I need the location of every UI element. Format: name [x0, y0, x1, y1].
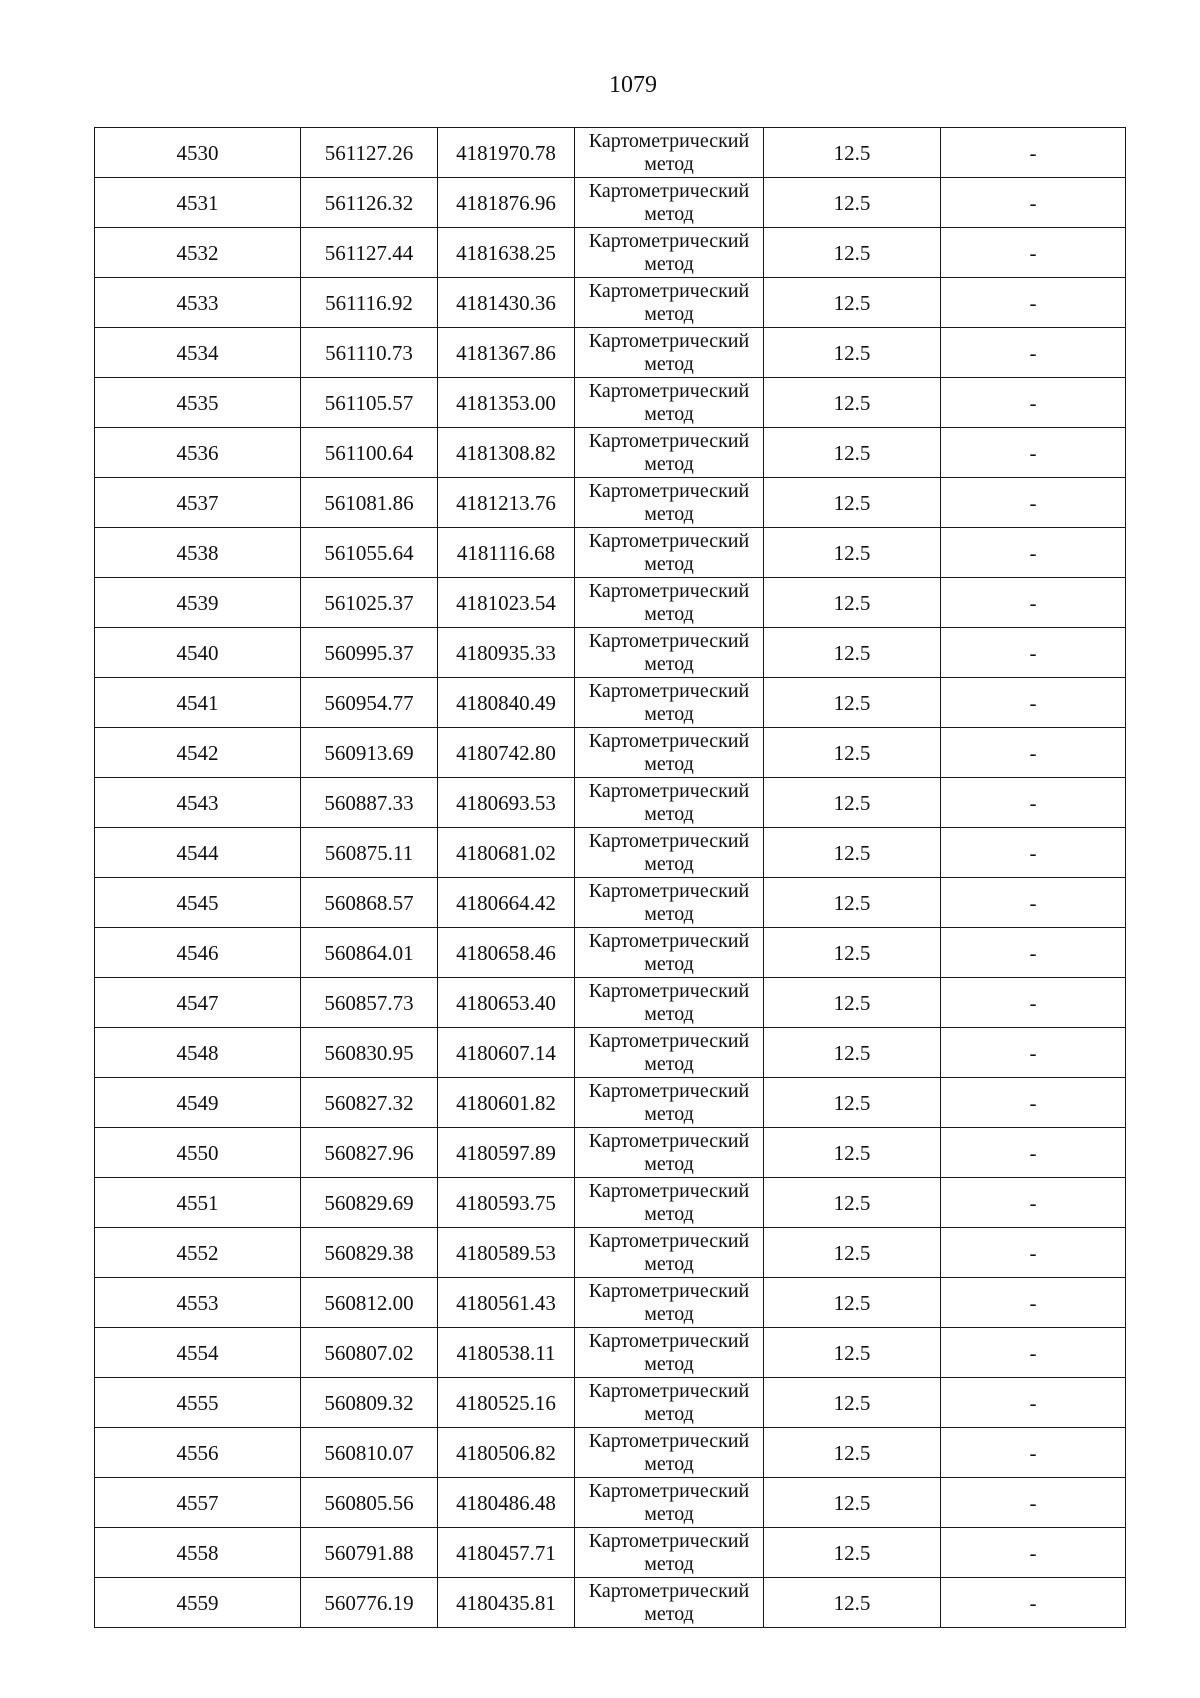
method-label-line1: Картометрический [588, 529, 750, 552]
point-number-cell: 4552 [95, 1228, 301, 1278]
x-coordinate-cell: 560829.69 [301, 1178, 438, 1228]
point-number-cell: 4543 [95, 778, 301, 828]
table-row [95, 228, 1126, 278]
note-cell: - [941, 1478, 1126, 1528]
note-cell: - [941, 578, 1126, 628]
method-label-line1: Картометрический [588, 179, 750, 202]
method-label-line2: метод [644, 1152, 694, 1175]
method-label-line1: Картометрический [588, 879, 750, 902]
point-number-cell: 4548 [95, 1028, 301, 1078]
method-label-line2: метод [644, 452, 694, 475]
x-coordinate-cell: 560887.33 [301, 778, 438, 828]
method-cell [575, 1378, 764, 1428]
x-coordinate-cell: 560830.95 [301, 1028, 438, 1078]
note-cell: - [941, 678, 1126, 728]
x-coordinate-cell: 560868.57 [301, 878, 438, 928]
point-number-cell: 4545 [95, 878, 301, 928]
accuracy-cell: 12.5 [764, 628, 941, 678]
method-cell [575, 328, 764, 378]
note-cell: - [941, 428, 1126, 478]
method-cell [575, 1428, 764, 1478]
method-label-line2: метод [644, 152, 694, 175]
accuracy-cell: 12.5 [764, 178, 941, 228]
method-label-line1: Картометрический [588, 729, 750, 752]
table-row [95, 1128, 1126, 1178]
table-row [95, 1528, 1126, 1578]
y-coordinate-cell: 4180538.11 [438, 1328, 575, 1378]
method-label-line2: метод [644, 1402, 694, 1425]
method-cell [575, 628, 764, 678]
method-cell [575, 1328, 764, 1378]
method-label-line1: Картометрический [588, 579, 750, 602]
method-label-line1: Картометрический [588, 1129, 750, 1152]
y-coordinate-cell: 4181638.25 [438, 228, 575, 278]
method-label-line1: Картометрический [588, 1529, 750, 1552]
method-label-line1: Картометрический [588, 429, 750, 452]
x-coordinate-cell: 560827.96 [301, 1128, 438, 1178]
note-cell: - [941, 228, 1126, 278]
accuracy-cell: 12.5 [764, 1078, 941, 1128]
point-number-cell: 4532 [95, 228, 301, 278]
point-number-cell: 4555 [95, 1378, 301, 1428]
accuracy-cell: 12.5 [764, 128, 941, 178]
accuracy-cell: 12.5 [764, 378, 941, 428]
method-label-line2: метод [644, 402, 694, 425]
accuracy-cell: 12.5 [764, 1178, 941, 1228]
note-cell: - [941, 628, 1126, 678]
y-coordinate-cell: 4180840.49 [438, 678, 575, 728]
table-row [95, 428, 1126, 478]
x-coordinate-cell: 560776.19 [301, 1578, 438, 1628]
point-number-cell: 4530 [95, 128, 301, 178]
y-coordinate-cell: 4181430.36 [438, 278, 575, 328]
note-cell: - [941, 1228, 1126, 1278]
method-label-line2: метод [644, 1002, 694, 1025]
accuracy-cell: 12.5 [764, 1228, 941, 1278]
method-label-line2: метод [644, 1302, 694, 1325]
y-coordinate-cell: 4180457.71 [438, 1528, 575, 1578]
method-label-line2: метод [644, 902, 694, 925]
table-row [95, 578, 1126, 628]
method-cell [575, 478, 764, 528]
x-coordinate-cell: 561025.37 [301, 578, 438, 628]
accuracy-cell: 12.5 [764, 678, 941, 728]
accuracy-cell: 12.5 [764, 328, 941, 378]
coordinates-table [94, 127, 1126, 1628]
method-label-line1: Картометрический [588, 779, 750, 802]
accuracy-cell: 12.5 [764, 1028, 941, 1078]
table-row [95, 1078, 1126, 1128]
method-cell [575, 728, 764, 778]
accuracy-cell: 12.5 [764, 1278, 941, 1328]
point-number-cell: 4556 [95, 1428, 301, 1478]
method-label-line2: метод [644, 602, 694, 625]
method-label-line2: метод [644, 1552, 694, 1575]
accuracy-cell: 12.5 [764, 1428, 941, 1478]
note-cell: - [941, 1578, 1126, 1628]
method-cell [575, 228, 764, 278]
method-cell [575, 278, 764, 328]
y-coordinate-cell: 4181023.54 [438, 578, 575, 628]
method-label-line2: метод [644, 1202, 694, 1225]
accuracy-cell: 12.5 [764, 728, 941, 778]
method-label-line2: метод [644, 1352, 694, 1375]
x-coordinate-cell: 560809.32 [301, 1378, 438, 1428]
method-label-line1: Картометрический [588, 1429, 750, 1452]
accuracy-cell: 12.5 [764, 528, 941, 578]
x-coordinate-cell: 561126.32 [301, 178, 438, 228]
y-coordinate-cell: 4180525.16 [438, 1378, 575, 1428]
method-label-line1: Картометрический [588, 129, 750, 152]
table-row [95, 728, 1126, 778]
method-cell [575, 878, 764, 928]
method-label-line2: метод [644, 752, 694, 775]
method-label-line1: Картометрический [588, 1479, 750, 1502]
point-number-cell: 4546 [95, 928, 301, 978]
method-cell [575, 778, 764, 828]
point-number-cell: 4542 [95, 728, 301, 778]
x-coordinate-cell: 560805.56 [301, 1478, 438, 1528]
accuracy-cell: 12.5 [764, 878, 941, 928]
method-cell [575, 1078, 764, 1128]
method-label-line2: метод [644, 252, 694, 275]
accuracy-cell: 12.5 [764, 1478, 941, 1528]
x-coordinate-cell: 560810.07 [301, 1428, 438, 1478]
x-coordinate-cell: 560827.32 [301, 1078, 438, 1128]
point-number-cell: 4536 [95, 428, 301, 478]
method-label-line1: Картометрический [588, 279, 750, 302]
point-number-cell: 4558 [95, 1528, 301, 1578]
method-label-line1: Картометрический [588, 329, 750, 352]
note-cell: - [941, 978, 1126, 1028]
note-cell: - [941, 728, 1126, 778]
table-row [95, 328, 1126, 378]
method-label-line1: Картометрический [588, 1579, 750, 1602]
note-cell: - [941, 178, 1126, 228]
y-coordinate-cell: 4181308.82 [438, 428, 575, 478]
method-label-line2: метод [644, 1502, 694, 1525]
method-cell [575, 178, 764, 228]
method-label-line1: Картометрический [588, 1029, 750, 1052]
table-row [95, 1178, 1126, 1228]
method-label-line1: Картометрический [588, 1179, 750, 1202]
note-cell: - [941, 378, 1126, 428]
accuracy-cell: 12.5 [764, 228, 941, 278]
method-label-line2: метод [644, 1052, 694, 1075]
method-label-line2: метод [644, 202, 694, 225]
accuracy-cell: 12.5 [764, 1128, 941, 1178]
method-label-line1: Картометрический [588, 979, 750, 1002]
x-coordinate-cell: 560791.88 [301, 1528, 438, 1578]
method-cell [575, 1278, 764, 1328]
y-coordinate-cell: 4180589.53 [438, 1228, 575, 1278]
point-number-cell: 4531 [95, 178, 301, 228]
y-coordinate-cell: 4180435.81 [438, 1578, 575, 1628]
method-cell [575, 428, 764, 478]
x-coordinate-cell: 561127.26 [301, 128, 438, 178]
method-label-line2: метод [644, 802, 694, 825]
method-cell [575, 978, 764, 1028]
method-cell [575, 1528, 764, 1578]
accuracy-cell: 12.5 [764, 1578, 941, 1628]
y-coordinate-cell: 4180506.82 [438, 1428, 575, 1478]
y-coordinate-cell: 4180742.80 [438, 728, 575, 778]
point-number-cell: 4534 [95, 328, 301, 378]
note-cell: - [941, 1378, 1126, 1428]
method-label-line1: Картометрический [588, 679, 750, 702]
method-cell [575, 1578, 764, 1628]
method-label-line2: метод [644, 652, 694, 675]
table-row [95, 1228, 1126, 1278]
table-row [95, 1278, 1126, 1328]
method-label-line2: метод [644, 502, 694, 525]
accuracy-cell: 12.5 [764, 978, 941, 1028]
accuracy-cell: 12.5 [764, 478, 941, 528]
accuracy-cell: 12.5 [764, 828, 941, 878]
table-row [95, 928, 1126, 978]
x-coordinate-cell: 560954.77 [301, 678, 438, 728]
x-coordinate-cell: 560913.69 [301, 728, 438, 778]
point-number-cell: 4554 [95, 1328, 301, 1378]
note-cell: - [941, 1028, 1126, 1078]
x-coordinate-cell: 561127.44 [301, 228, 438, 278]
x-coordinate-cell: 561116.92 [301, 278, 438, 328]
y-coordinate-cell: 4181970.78 [438, 128, 575, 178]
table-row [95, 178, 1126, 228]
point-number-cell: 4549 [95, 1078, 301, 1128]
method-label-line2: метод [644, 952, 694, 975]
accuracy-cell: 12.5 [764, 928, 941, 978]
point-number-cell: 4551 [95, 1178, 301, 1228]
method-cell [575, 1028, 764, 1078]
note-cell: - [941, 1078, 1126, 1128]
method-label-line2: метод [644, 352, 694, 375]
method-cell [575, 928, 764, 978]
y-coordinate-cell: 4180561.43 [438, 1278, 575, 1328]
method-label-line1: Картометрический [588, 379, 750, 402]
method-label-line1: Картометрический [588, 1379, 750, 1402]
x-coordinate-cell: 560807.02 [301, 1328, 438, 1378]
table-row [95, 828, 1126, 878]
method-label-line2: метод [644, 1252, 694, 1275]
method-label-line2: метод [644, 552, 694, 575]
x-coordinate-cell: 560829.38 [301, 1228, 438, 1278]
table-row [95, 528, 1126, 578]
point-number-cell: 4541 [95, 678, 301, 728]
note-cell: - [941, 328, 1126, 378]
method-label-line1: Картометрический [588, 829, 750, 852]
method-label-line2: метод [644, 702, 694, 725]
y-coordinate-cell: 4180653.40 [438, 978, 575, 1028]
y-coordinate-cell: 4180601.82 [438, 1078, 575, 1128]
point-number-cell: 4547 [95, 978, 301, 1028]
point-number-cell: 4557 [95, 1478, 301, 1528]
note-cell: - [941, 1328, 1126, 1378]
y-coordinate-cell: 4181876.96 [438, 178, 575, 228]
accuracy-cell: 12.5 [764, 278, 941, 328]
method-label-line1: Картометрический [588, 1279, 750, 1302]
y-coordinate-cell: 4180935.33 [438, 628, 575, 678]
method-label-line1: Картометрический [588, 1229, 750, 1252]
x-coordinate-cell: 560875.11 [301, 828, 438, 878]
table-row [95, 1478, 1126, 1528]
y-coordinate-cell: 4180681.02 [438, 828, 575, 878]
note-cell: - [941, 1528, 1126, 1578]
accuracy-cell: 12.5 [764, 1328, 941, 1378]
y-coordinate-cell: 4180664.42 [438, 878, 575, 928]
y-coordinate-cell: 4180593.75 [438, 1178, 575, 1228]
table-row [95, 978, 1126, 1028]
y-coordinate-cell: 4181353.00 [438, 378, 575, 428]
page-number: 1079 [609, 72, 657, 98]
note-cell: - [941, 1278, 1126, 1328]
point-number-cell: 4544 [95, 828, 301, 878]
method-label-line1: Картометрический [588, 929, 750, 952]
coordinates-table-body [95, 128, 1126, 1628]
y-coordinate-cell: 4180693.53 [438, 778, 575, 828]
x-coordinate-cell: 560812.00 [301, 1278, 438, 1328]
method-cell [575, 378, 764, 428]
method-label-line2: метод [644, 852, 694, 875]
point-number-cell: 4559 [95, 1578, 301, 1628]
note-cell: - [941, 878, 1126, 928]
point-number-cell: 4538 [95, 528, 301, 578]
y-coordinate-cell: 4181213.76 [438, 478, 575, 528]
table-row [95, 628, 1126, 678]
method-label-line1: Картометрический [588, 479, 750, 502]
table-row [95, 128, 1126, 178]
x-coordinate-cell: 561110.73 [301, 328, 438, 378]
method-cell [575, 678, 764, 728]
x-coordinate-cell: 560995.37 [301, 628, 438, 678]
table-row [95, 1428, 1126, 1478]
method-cell [575, 1128, 764, 1178]
table-row [95, 878, 1126, 928]
note-cell: - [941, 478, 1126, 528]
accuracy-cell: 12.5 [764, 428, 941, 478]
point-number-cell: 4539 [95, 578, 301, 628]
y-coordinate-cell: 4181116.68 [438, 528, 575, 578]
x-coordinate-cell: 561105.57 [301, 378, 438, 428]
method-cell [575, 578, 764, 628]
accuracy-cell: 12.5 [764, 778, 941, 828]
note-cell: - [941, 128, 1126, 178]
y-coordinate-cell: 4180658.46 [438, 928, 575, 978]
accuracy-cell: 12.5 [764, 1378, 941, 1428]
table-row [95, 278, 1126, 328]
accuracy-cell: 12.5 [764, 1528, 941, 1578]
note-cell: - [941, 1428, 1126, 1478]
table-row [95, 1328, 1126, 1378]
x-coordinate-cell: 561100.64 [301, 428, 438, 478]
point-number-cell: 4540 [95, 628, 301, 678]
table-row [95, 1028, 1126, 1078]
note-cell: - [941, 528, 1126, 578]
note-cell: - [941, 1178, 1126, 1228]
note-cell: - [941, 778, 1126, 828]
method-cell [575, 828, 764, 878]
y-coordinate-cell: 4180486.48 [438, 1478, 575, 1528]
table-row [95, 678, 1126, 728]
table-row [95, 478, 1126, 528]
y-coordinate-cell: 4181367.86 [438, 328, 575, 378]
point-number-cell: 4553 [95, 1278, 301, 1328]
table-row [95, 778, 1126, 828]
method-cell [575, 1478, 764, 1528]
method-label-line1: Картометрический [588, 1079, 750, 1102]
method-label-line1: Картометрический [588, 629, 750, 652]
method-label-line1: Картометрический [588, 1329, 750, 1352]
note-cell: - [941, 828, 1126, 878]
method-label-line2: метод [644, 302, 694, 325]
method-label-line2: метод [644, 1102, 694, 1125]
note-cell: - [941, 278, 1126, 328]
method-label-line2: метод [644, 1452, 694, 1475]
y-coordinate-cell: 4180607.14 [438, 1028, 575, 1078]
x-coordinate-cell: 561055.64 [301, 528, 438, 578]
table-row [95, 1378, 1126, 1428]
point-number-cell: 4533 [95, 278, 301, 328]
method-cell [575, 128, 764, 178]
x-coordinate-cell: 560857.73 [301, 978, 438, 1028]
note-cell: - [941, 1128, 1126, 1178]
method-label-line1: Картометрический [588, 229, 750, 252]
table-row [95, 1578, 1126, 1628]
x-coordinate-cell: 561081.86 [301, 478, 438, 528]
point-number-cell: 4535 [95, 378, 301, 428]
method-cell [575, 1228, 764, 1278]
method-cell [575, 1178, 764, 1228]
note-cell: - [941, 928, 1126, 978]
x-coordinate-cell: 560864.01 [301, 928, 438, 978]
method-cell [575, 528, 764, 578]
accuracy-cell: 12.5 [764, 578, 941, 628]
method-label-line2: метод [644, 1602, 694, 1625]
point-number-cell: 4550 [95, 1128, 301, 1178]
table-row [95, 378, 1126, 428]
y-coordinate-cell: 4180597.89 [438, 1128, 575, 1178]
point-number-cell: 4537 [95, 478, 301, 528]
